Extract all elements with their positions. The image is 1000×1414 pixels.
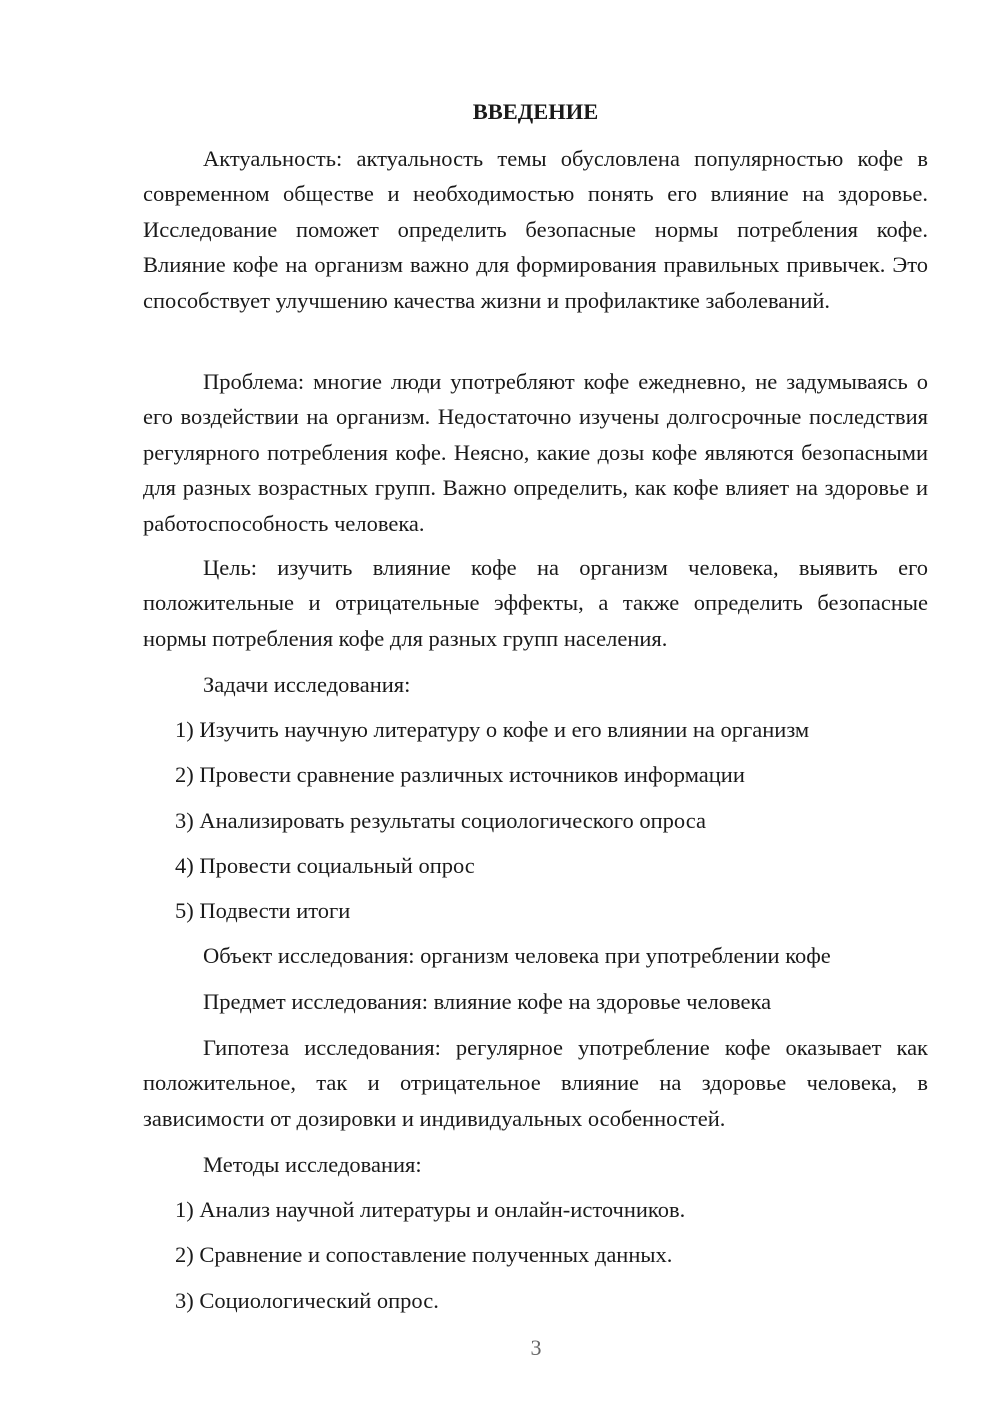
- problem-block: [143, 364, 928, 541]
- methods-title: Методы исследования:: [203, 1152, 422, 1177]
- page-number: 3: [530, 1335, 542, 1360]
- tasks-title: Задачи исследования:: [203, 672, 411, 697]
- hypothesis-block: [143, 1030, 928, 1136]
- method-item: 3) Социологический опрос.: [175, 1288, 439, 1313]
- method-item: 2) Сравнение и сопоставление полученных данных.: [175, 1242, 673, 1267]
- problem-paragraph: Проблема: многие люди употребляют кофе ежедневно, не задумываясь о его воздействии на организм. Недостаточно изучены долгосрочные последствия регулярного потребления кофе. Неясно, какие дозы кофе являются безопасными для разных возрастных групп. Важно определить, как кофе влияет на здоровье и работоспособность человека.: [143, 369, 928, 536]
- task-item: 4) Провести социальный опрос: [175, 853, 475, 878]
- relevance-paragraph: Актуальность: актуальность темы обусловлена популярностью кофе в современном обществе и необходимостью понять его влияние на здоровье. Исследование поможет определить безопасные нормы потребления кофе. Влияние кофе на организм важно для формирования правильных привычек. Это способствует улучшению качества жизни и профилактике заболеваний.: [143, 146, 928, 313]
- page-title: ВВЕДЕНИЕ: [472, 99, 599, 124]
- goal-paragraph: Цель: изучить влияние кофе на организм человека, выявить его положительные и отрицательные эффекты, а также определить безопасные нормы потребления кофе для разных групп населения.: [143, 555, 928, 651]
- research-subject: Предмет исследования: влияние кофе на здоровье человека: [203, 989, 772, 1014]
- task-item: 1) Изучить научную литературу о кофе и его влиянии на организм: [175, 717, 810, 742]
- task-item: 5) Подвести итоги: [175, 898, 351, 923]
- hypothesis-paragraph: Гипотеза исследования: регулярное употребление кофе оказывает как положительное, так и отрицательное влияние на здоровье человека, в зависимости от дозировки и индивидуальных особенностей.: [143, 1035, 928, 1131]
- task-item: 2) Провести сравнение различных источников информации: [175, 762, 745, 787]
- goal-block: [143, 550, 928, 656]
- method-item: 1) Анализ научной литературы и онлайн-источников.: [175, 1197, 686, 1222]
- task-item: 3) Анализировать результаты социологического опроса: [175, 808, 706, 833]
- relevance-block: [143, 141, 928, 318]
- research-object: Объект исследования: организм человека при употреблении кофе: [203, 943, 831, 968]
